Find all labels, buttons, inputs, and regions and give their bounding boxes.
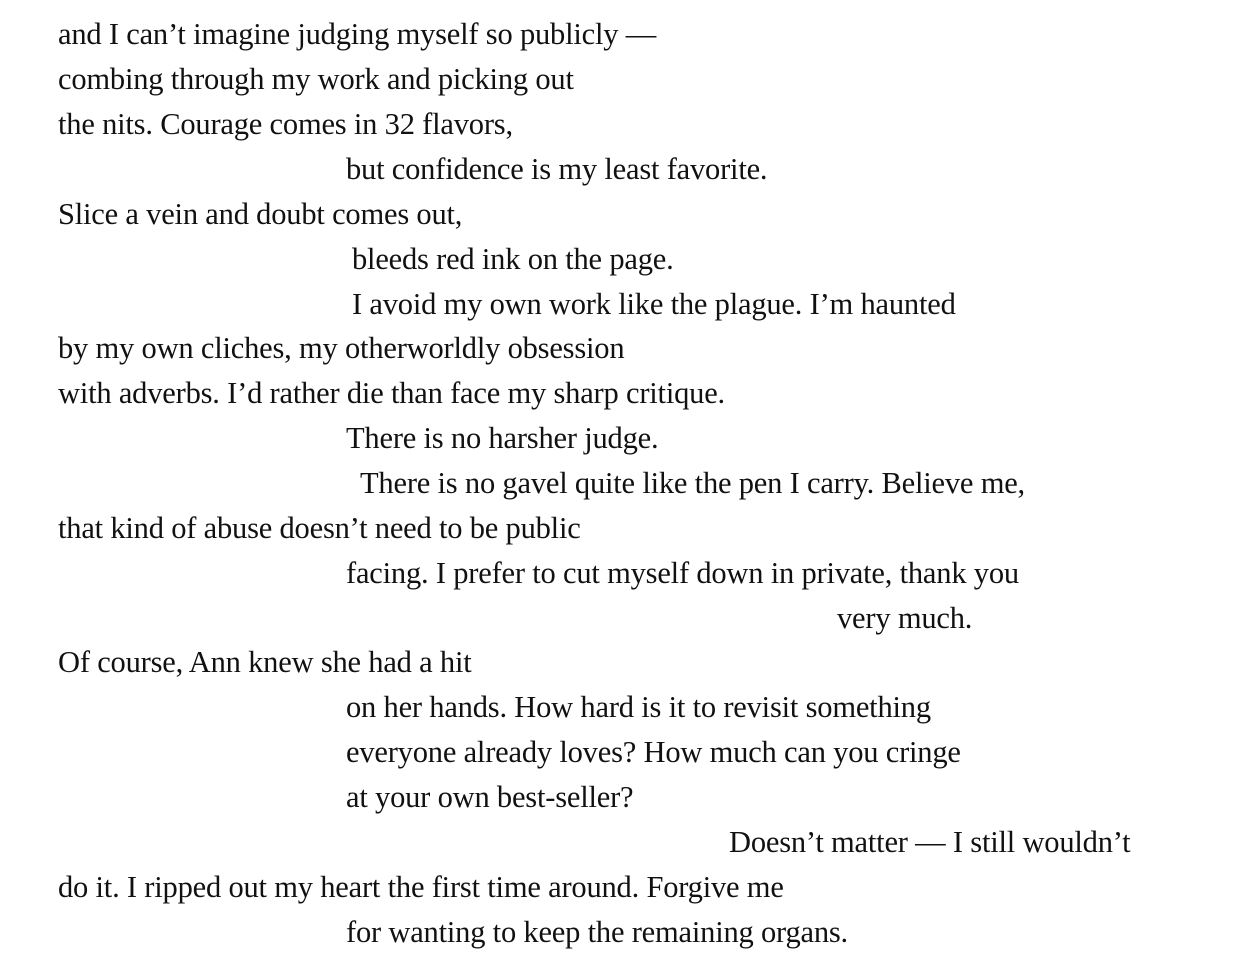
poem-line: Of course, Ann knew she had a hit	[58, 645, 472, 679]
poem-line: everyone already loves? How much can you cringe	[346, 735, 961, 769]
poem-line: There is no gavel quite like the pen I carry. Believe me,	[360, 466, 1025, 500]
poem-line: There is no harsher judge.	[346, 421, 659, 455]
poem-line: but confidence is my least favorite.	[346, 152, 768, 186]
poem-line: by my own cliches, my otherworldly obsession	[58, 331, 625, 365]
poem-line: for wanting to keep the remaining organs.	[346, 915, 848, 949]
poem-line: that kind of abuse doesn’t need to be public	[58, 511, 581, 545]
poem-line: Slice a vein and doubt comes out,	[58, 197, 463, 231]
poem-line: the nits. Courage comes in 32 flavors,	[58, 107, 513, 141]
poem-line: at your own best-seller?	[346, 780, 634, 814]
poem-line: do it. I ripped out my heart the first time around. Forgive me	[58, 870, 784, 904]
poem-line: bleeds red ink on the page.	[352, 242, 674, 276]
poem-line: with adverbs. I’d rather die than face my sharp critique.	[58, 376, 725, 410]
poem-line: on her hands. How hard is it to revisit something	[346, 690, 931, 724]
poem-line: and I can’t imagine judging myself so publicly —	[58, 17, 657, 51]
poem-line: combing through my work and picking out	[58, 62, 574, 96]
poem-line: Doesn’t matter — I still wouldn’t	[729, 825, 1131, 859]
poem-line: I avoid my own work like the plague. I’m haunted	[352, 287, 956, 321]
poem-line: facing. I prefer to cut myself down in private, thank you	[346, 556, 1019, 590]
poem-line: very much.	[837, 601, 973, 635]
